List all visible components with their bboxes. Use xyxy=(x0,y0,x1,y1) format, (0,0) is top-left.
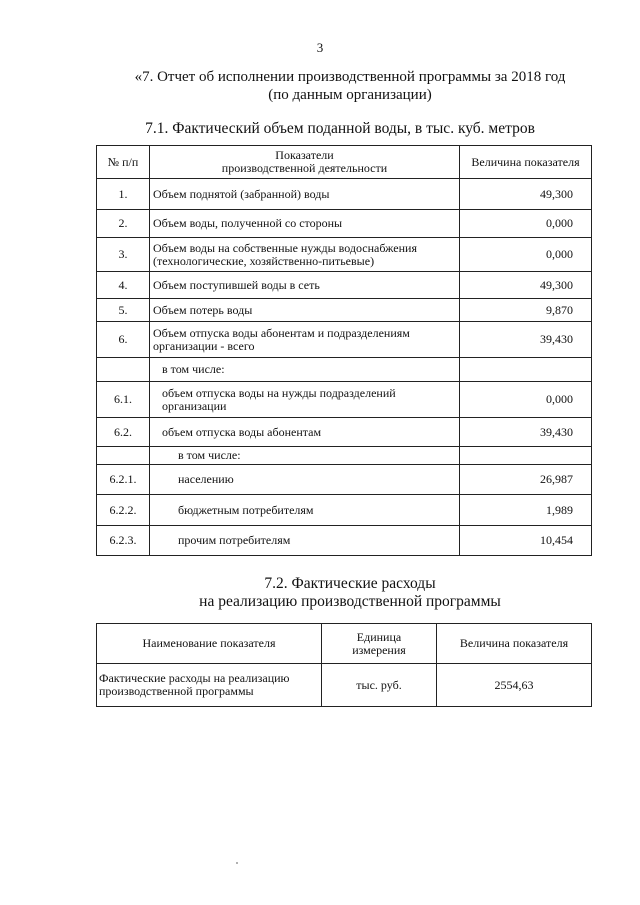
row-value: 49,300 xyxy=(460,179,592,210)
row-label: Объем потерь воды xyxy=(150,299,460,322)
table-row xyxy=(97,272,592,299)
table-row xyxy=(97,664,592,707)
table-row xyxy=(97,382,592,418)
water-volume-table xyxy=(96,145,592,556)
page-number: 3 xyxy=(316,40,324,55)
header-unit xyxy=(322,624,437,664)
row-label: Объем поступившей воды в сеть xyxy=(150,272,460,299)
section-title-line2: (по данным организации) xyxy=(268,87,432,103)
row-value: 0,000 xyxy=(460,238,592,272)
row-num: 6.2.1. xyxy=(97,465,150,495)
table-row xyxy=(97,465,592,495)
expense-value: 2554,63 xyxy=(437,664,592,707)
row-value xyxy=(460,447,592,465)
row-num: 6.2.3. xyxy=(97,526,150,556)
row-value: 26,987 xyxy=(460,465,592,495)
row-label: бюджетным потребителям xyxy=(150,495,460,526)
expense-name: Фактические расходы на реализацию производственной программы xyxy=(97,664,322,707)
table-row xyxy=(97,238,592,272)
header-num: № п/п xyxy=(97,146,150,179)
table1-title: 7.1. Фактический объем поданной воды, в тыс. куб. метров xyxy=(145,120,535,137)
row-num xyxy=(97,358,150,382)
table-row xyxy=(97,526,592,556)
row-num: 3. xyxy=(97,238,150,272)
row-value: 10,454 xyxy=(460,526,592,556)
row-num: 4. xyxy=(97,272,150,299)
header-value: Величина показателя xyxy=(437,624,592,664)
row-label: Объем отпуска воды абонентам и подразделениям организации - всего xyxy=(150,322,460,358)
row-num: 6. xyxy=(97,322,150,358)
row-label: в том числе: xyxy=(150,447,460,465)
header-indicator xyxy=(150,146,460,179)
header-unit-line2: измерения xyxy=(352,642,406,657)
table-row xyxy=(97,179,592,210)
row-label: Объем воды, полученной со стороны xyxy=(150,210,460,238)
header-name: Наименование показателя xyxy=(97,624,322,664)
row-num: 6.1. xyxy=(97,382,150,418)
row-value: 1,989 xyxy=(460,495,592,526)
table-row xyxy=(97,322,592,358)
row-num: 2. xyxy=(97,210,150,238)
row-value: 9,870 xyxy=(460,299,592,322)
row-num: 5. xyxy=(97,299,150,322)
row-label: населению xyxy=(150,465,460,495)
table-row xyxy=(97,447,592,465)
row-value: 49,300 xyxy=(460,272,592,299)
row-label: прочим потребителям xyxy=(150,526,460,556)
row-label: объем отпуска воды абонентам xyxy=(150,418,460,447)
table-row xyxy=(97,495,592,526)
table-row xyxy=(97,210,592,238)
row-label: объем отпуска воды на нужды подразделений организации xyxy=(150,382,460,418)
header-indicator-line2: производственной деятельности xyxy=(221,161,388,175)
row-label: Объем поднятой (забранной) воды xyxy=(150,179,460,210)
header-unit-line1: Единица xyxy=(356,629,402,644)
row-num: 6.2.2. xyxy=(97,495,150,526)
row-label: в том числе: xyxy=(150,358,460,382)
section-title-line1: «7. Отчет об исполнении производственной программы за 2018 год xyxy=(134,69,566,85)
expenses-table xyxy=(96,623,592,707)
scan-speck xyxy=(236,862,238,864)
header-value: Величина показателя xyxy=(460,146,592,179)
header-indicator-line1: Показатели xyxy=(275,148,334,162)
table-row xyxy=(97,358,592,382)
table-row xyxy=(97,299,592,322)
table-row xyxy=(97,418,592,447)
row-value xyxy=(460,358,592,382)
table2-title-line1: 7.2. Фактические расходы xyxy=(264,575,436,592)
expense-unit: тыс. руб. xyxy=(322,664,437,707)
row-value: 0,000 xyxy=(460,382,592,418)
row-value: 39,430 xyxy=(460,418,592,447)
row-num xyxy=(97,447,150,465)
table2-title-line2: на реализацию производственной программы xyxy=(199,593,501,610)
table-header-row xyxy=(97,146,592,179)
row-num: 6.2. xyxy=(97,418,150,447)
row-value: 0,000 xyxy=(460,210,592,238)
row-label: Объем воды на собственные нужды водоснабжения (технологические, хозяйственно-питьевые) xyxy=(150,238,460,272)
row-num: 1. xyxy=(97,179,150,210)
table-header-row xyxy=(97,624,592,664)
row-value: 39,430 xyxy=(460,322,592,358)
